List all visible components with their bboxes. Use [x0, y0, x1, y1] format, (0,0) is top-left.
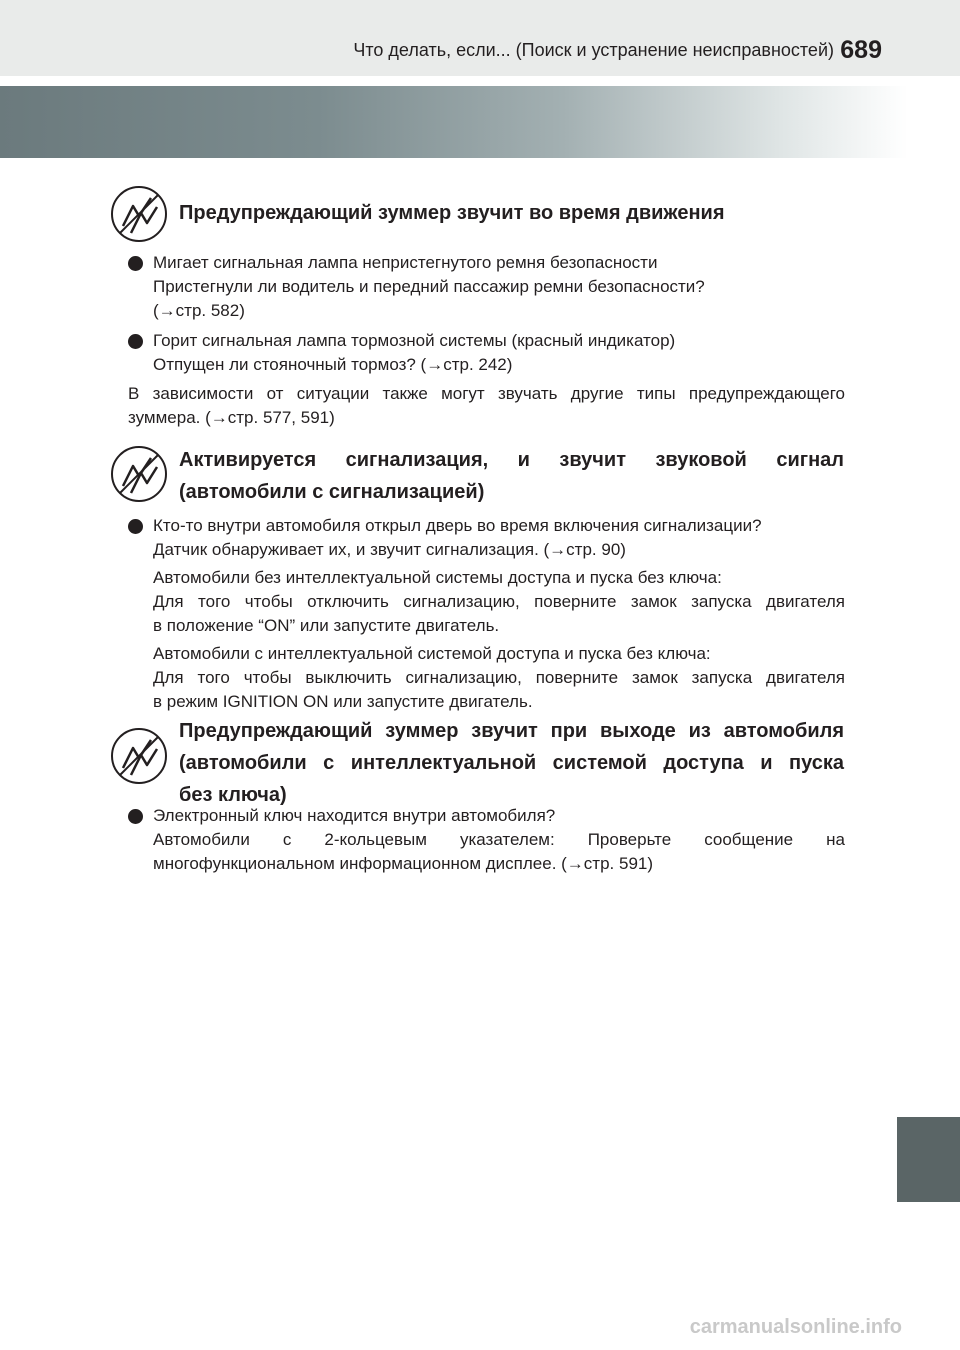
sub-paragraph: Автомобили без интеллектуальной системы доступа и пуска без ключа: Для того чтобы отключить сигнализацию, поверните замок запуска двигателя в положение “ON” или запустите двигатель. — [153, 568, 845, 635]
header-band — [0, 0, 960, 76]
warning-buzzer-icon — [110, 185, 168, 243]
footer-watermark: carmanualsonline.info — [689, 1316, 902, 1338]
warning-buzzer-icon — [110, 445, 168, 503]
bullet — [128, 519, 143, 534]
list-item: Электронный ключ находится внутри автомобиля? Автомобили с 2-кольцевым указателем: Проверьте сообщение на многофункциональном информационном дисплее. (→стр. 591) — [153, 806, 845, 873]
decorative-gradient-band — [0, 86, 908, 158]
warning-buzzer-icon — [110, 727, 168, 785]
page-number: 689 — [840, 36, 882, 64]
list-item: Кто-то внутри автомобиля открыл дверь во время включения сигнализации? Датчик обнаруживает их, и звучит сигнализация. (→стр. 90) — [153, 516, 762, 559]
bullet — [128, 256, 143, 271]
chapter-side-tab — [897, 1117, 960, 1202]
note-paragraph: В зависимости от ситуации также могут звучать другие типы предупреждающего зуммера. (→стр. 577, 591) — [128, 384, 845, 427]
section-title-driving-buzzer: Предупреждающий зуммер звучит во время движения — [179, 202, 725, 224]
section-title-alarm: Активируется сигнализация, и звучит звуковой сигнал (автомобили с сигнализацией) — [179, 449, 844, 503]
chapter-title: Что делать, если... (Поиск и устранение неисправностей) — [353, 40, 834, 60]
bullet — [128, 809, 143, 824]
bullet — [128, 334, 143, 349]
list-item: Горит сигнальная лампа тормозной системы (красный индикатор) Отпущен ли стояночный тормоз? (→стр. 242) — [153, 331, 676, 374]
list-item: Мигает сигнальная лампа непристегнутого ремня безопасности Пристегнули ли водитель и передний пассажир ремни безопасности? (→стр. 582) — [153, 253, 705, 320]
sub-paragraph: Автомобили с интеллектуальной системой доступа и пуска без ключа: Для того чтобы выключить сигнализацию, поверните замок запуска двигателя в режим IGNITION ON или запустите двигатель. — [153, 644, 845, 711]
section-title-exit-buzzer: Предупреждающий зуммер звучит при выходе из автомобиля (автомобили с интеллектуальной системой доступа и пуска без ключа) — [179, 720, 844, 806]
